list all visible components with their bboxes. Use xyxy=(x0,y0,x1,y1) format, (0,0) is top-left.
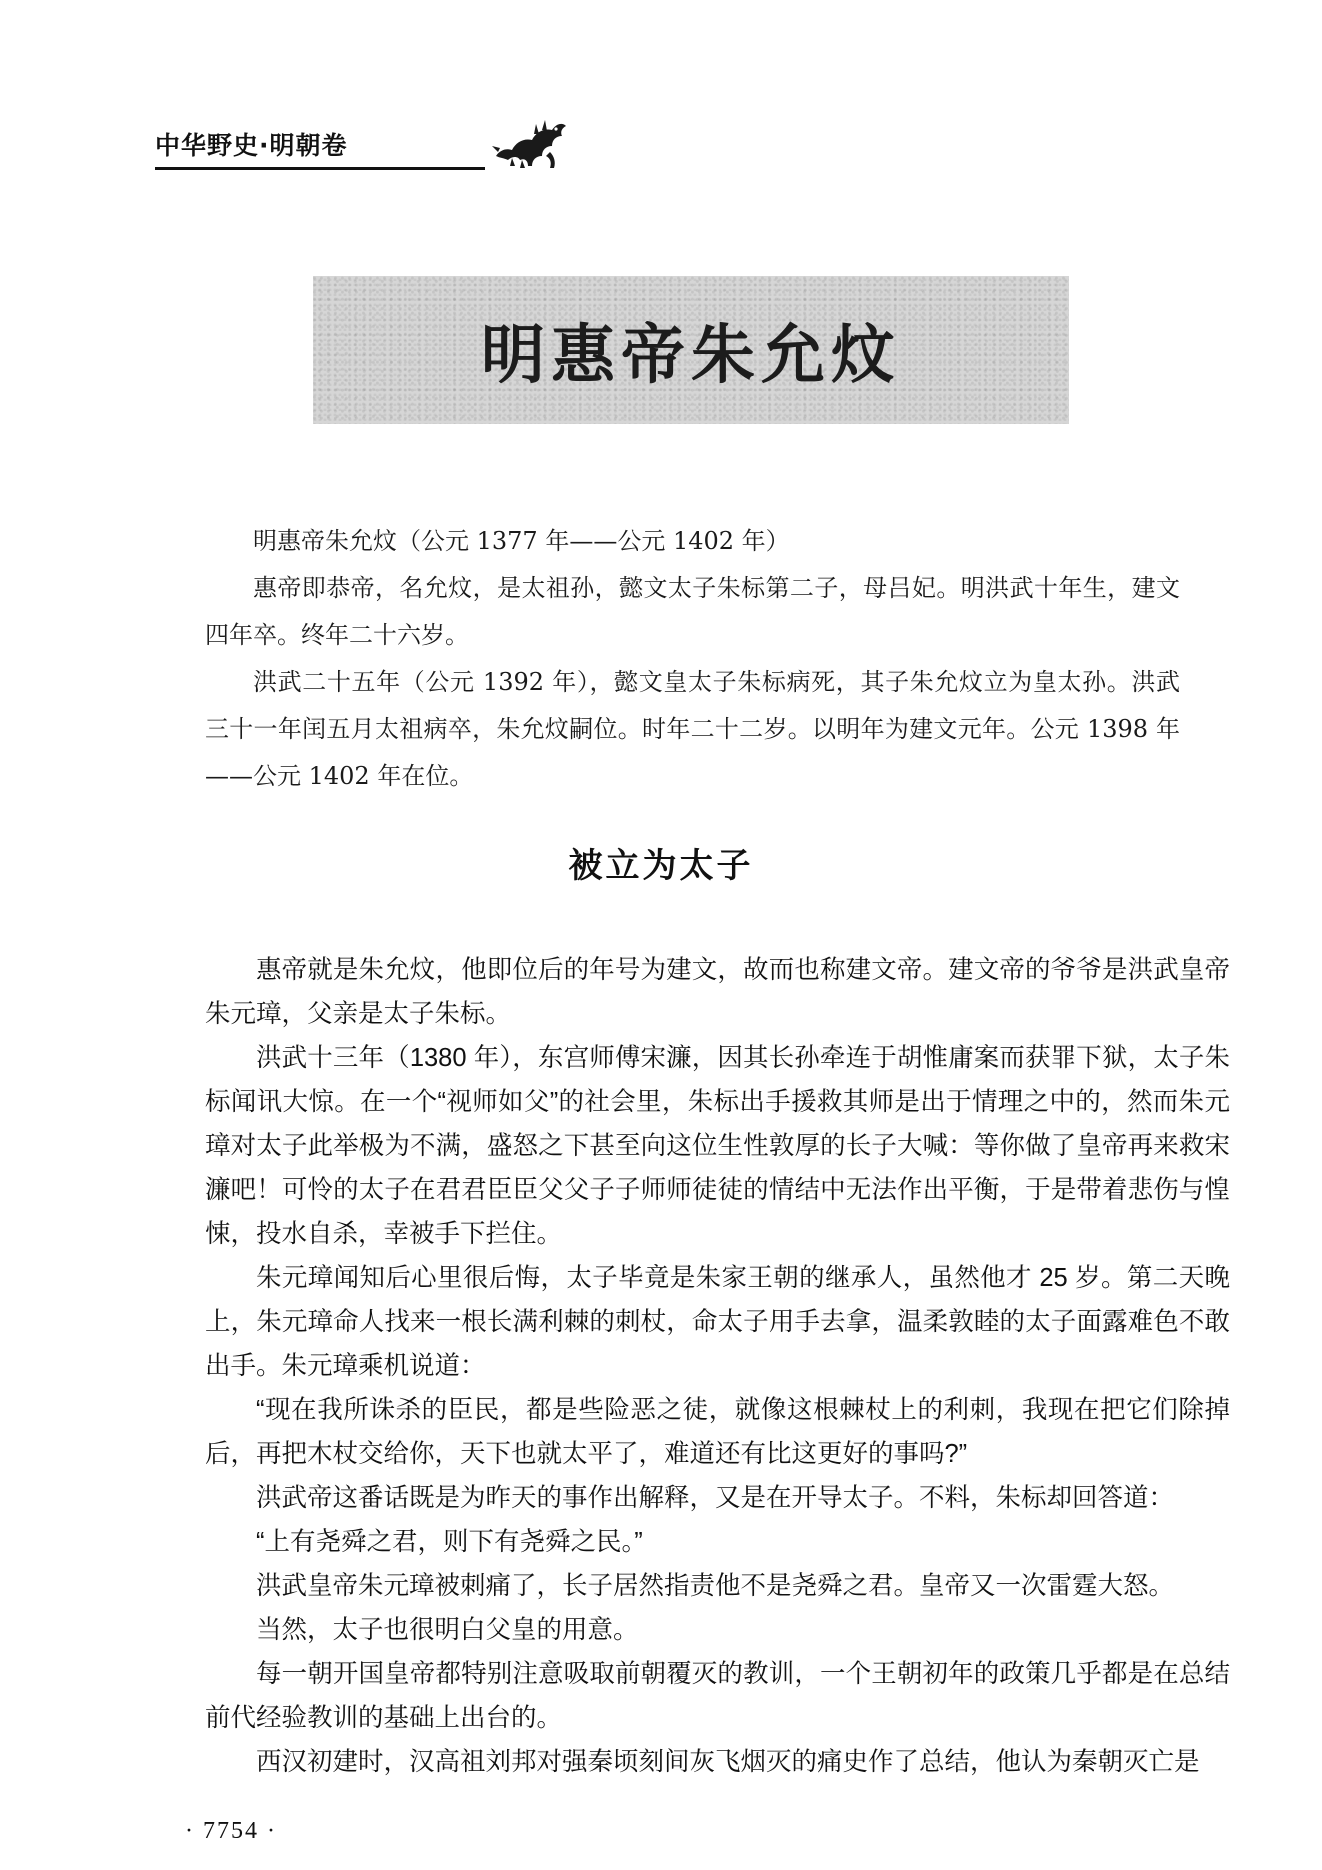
body-paragraph: 惠帝就是朱允炆，他即位后的年号为建文，故而也称建文帝。建文帝的爷爷是洪武皇帝朱元璋，父亲是太子朱标。 xyxy=(205,956,1230,1028)
intro-paragraph: 洪武二十五年（公元 1392 年），懿文皇太子朱标病死，其子朱允炆立为皇太孙。洪武三十一年闰五月太祖病卒，朱允炆嗣位。时年二十二岁。以明年为建文元年。公元 1398 年——公元 1402 年在位。 xyxy=(205,668,1180,790)
body-paragraph: 当然，太子也很明白父皇的用意。 xyxy=(256,1616,639,1644)
body-paragraph: 洪武帝这番话既是为昨天的事作出解释，又是在开导太子。不料，朱标却回答道： xyxy=(256,1484,1175,1512)
running-header xyxy=(155,118,575,178)
chapter-title: 明惠帝朱允炆 xyxy=(481,319,901,393)
body-paragraph: 洪武十三年（1380 年），东宫师傅宋濂，因其长孙牵连于胡惟庸案而获罪下狱，太子朱标闻讯大惊。在一个“视师如父”的社会里，朱标出手援救其师是出于情理之中的，然而朱元璋对太子此举极为不满，盛怒之下甚至向这位生性敦厚的长子大喊：等你做了皇帝再来救宋濂吧！可怜的太子在君君臣臣父父子子师师徒徒的情结中无法作出平衡，于是带着悲伤与惶悚，投水自杀，幸被手下拦住。 xyxy=(205,1044,1230,1248)
section-heading: 被立为太子 xyxy=(568,846,754,886)
chapter-intro xyxy=(205,518,1180,800)
body-paragraph: 西汉初建时，汉高祖刘邦对强秦顷刻间灰飞烟灭的痛史作了总结，他认为秦朝灭亡是 xyxy=(256,1748,1200,1776)
body-paragraph: 每一朝开国皇帝都特别注意吸取前朝覆灭的教训，一个王朝初年的政策几乎都是在总结前代经验教训的基础上出台的。 xyxy=(205,1660,1230,1732)
section-body xyxy=(205,948,1230,1784)
dragon-icon xyxy=(490,112,572,172)
intro-paragraph: 明惠帝朱允炆（公元 1377 年——公元 1402 年） xyxy=(253,527,790,555)
body-paragraph: “现在我所诛杀的臣民，都是些险恶之徒，就像这根棘杖上的利刺，我现在把它们除掉后，再把木杖交给你，天下也就太平了，难道还有比这更好的事吗?” xyxy=(205,1396,1230,1468)
page-number: · 7754 · xyxy=(185,1818,277,1844)
intro-paragraph: 惠帝即恭帝，名允炆，是太祖孙，懿文太子朱标第二子，母吕妃。明洪武十年生，建文四年卒。终年二十六岁。 xyxy=(205,574,1180,649)
body-paragraph: 朱元璋闻知后心里很后悔，太子毕竟是朱家王朝的继承人，虽然他才 25 岁。第二天晚上，朱元璋命人找来一根长满利棘的刺杖，命太子用手去拿，温柔敦睦的太子面露难色不敢出手。朱元璋乘机说道： xyxy=(205,1264,1230,1380)
body-paragraph: 洪武皇帝朱元璋被刺痛了，长子居然指责他不是尧舜之君。皇帝又一次雷霆大怒。 xyxy=(256,1572,1175,1600)
chapter-title-banner xyxy=(313,276,1069,424)
header-rule xyxy=(155,167,485,170)
book-title: 中华野史·明朝卷 xyxy=(155,131,348,160)
body-paragraph: “上有尧舜之君，则下有尧舜之民。” xyxy=(256,1528,643,1556)
